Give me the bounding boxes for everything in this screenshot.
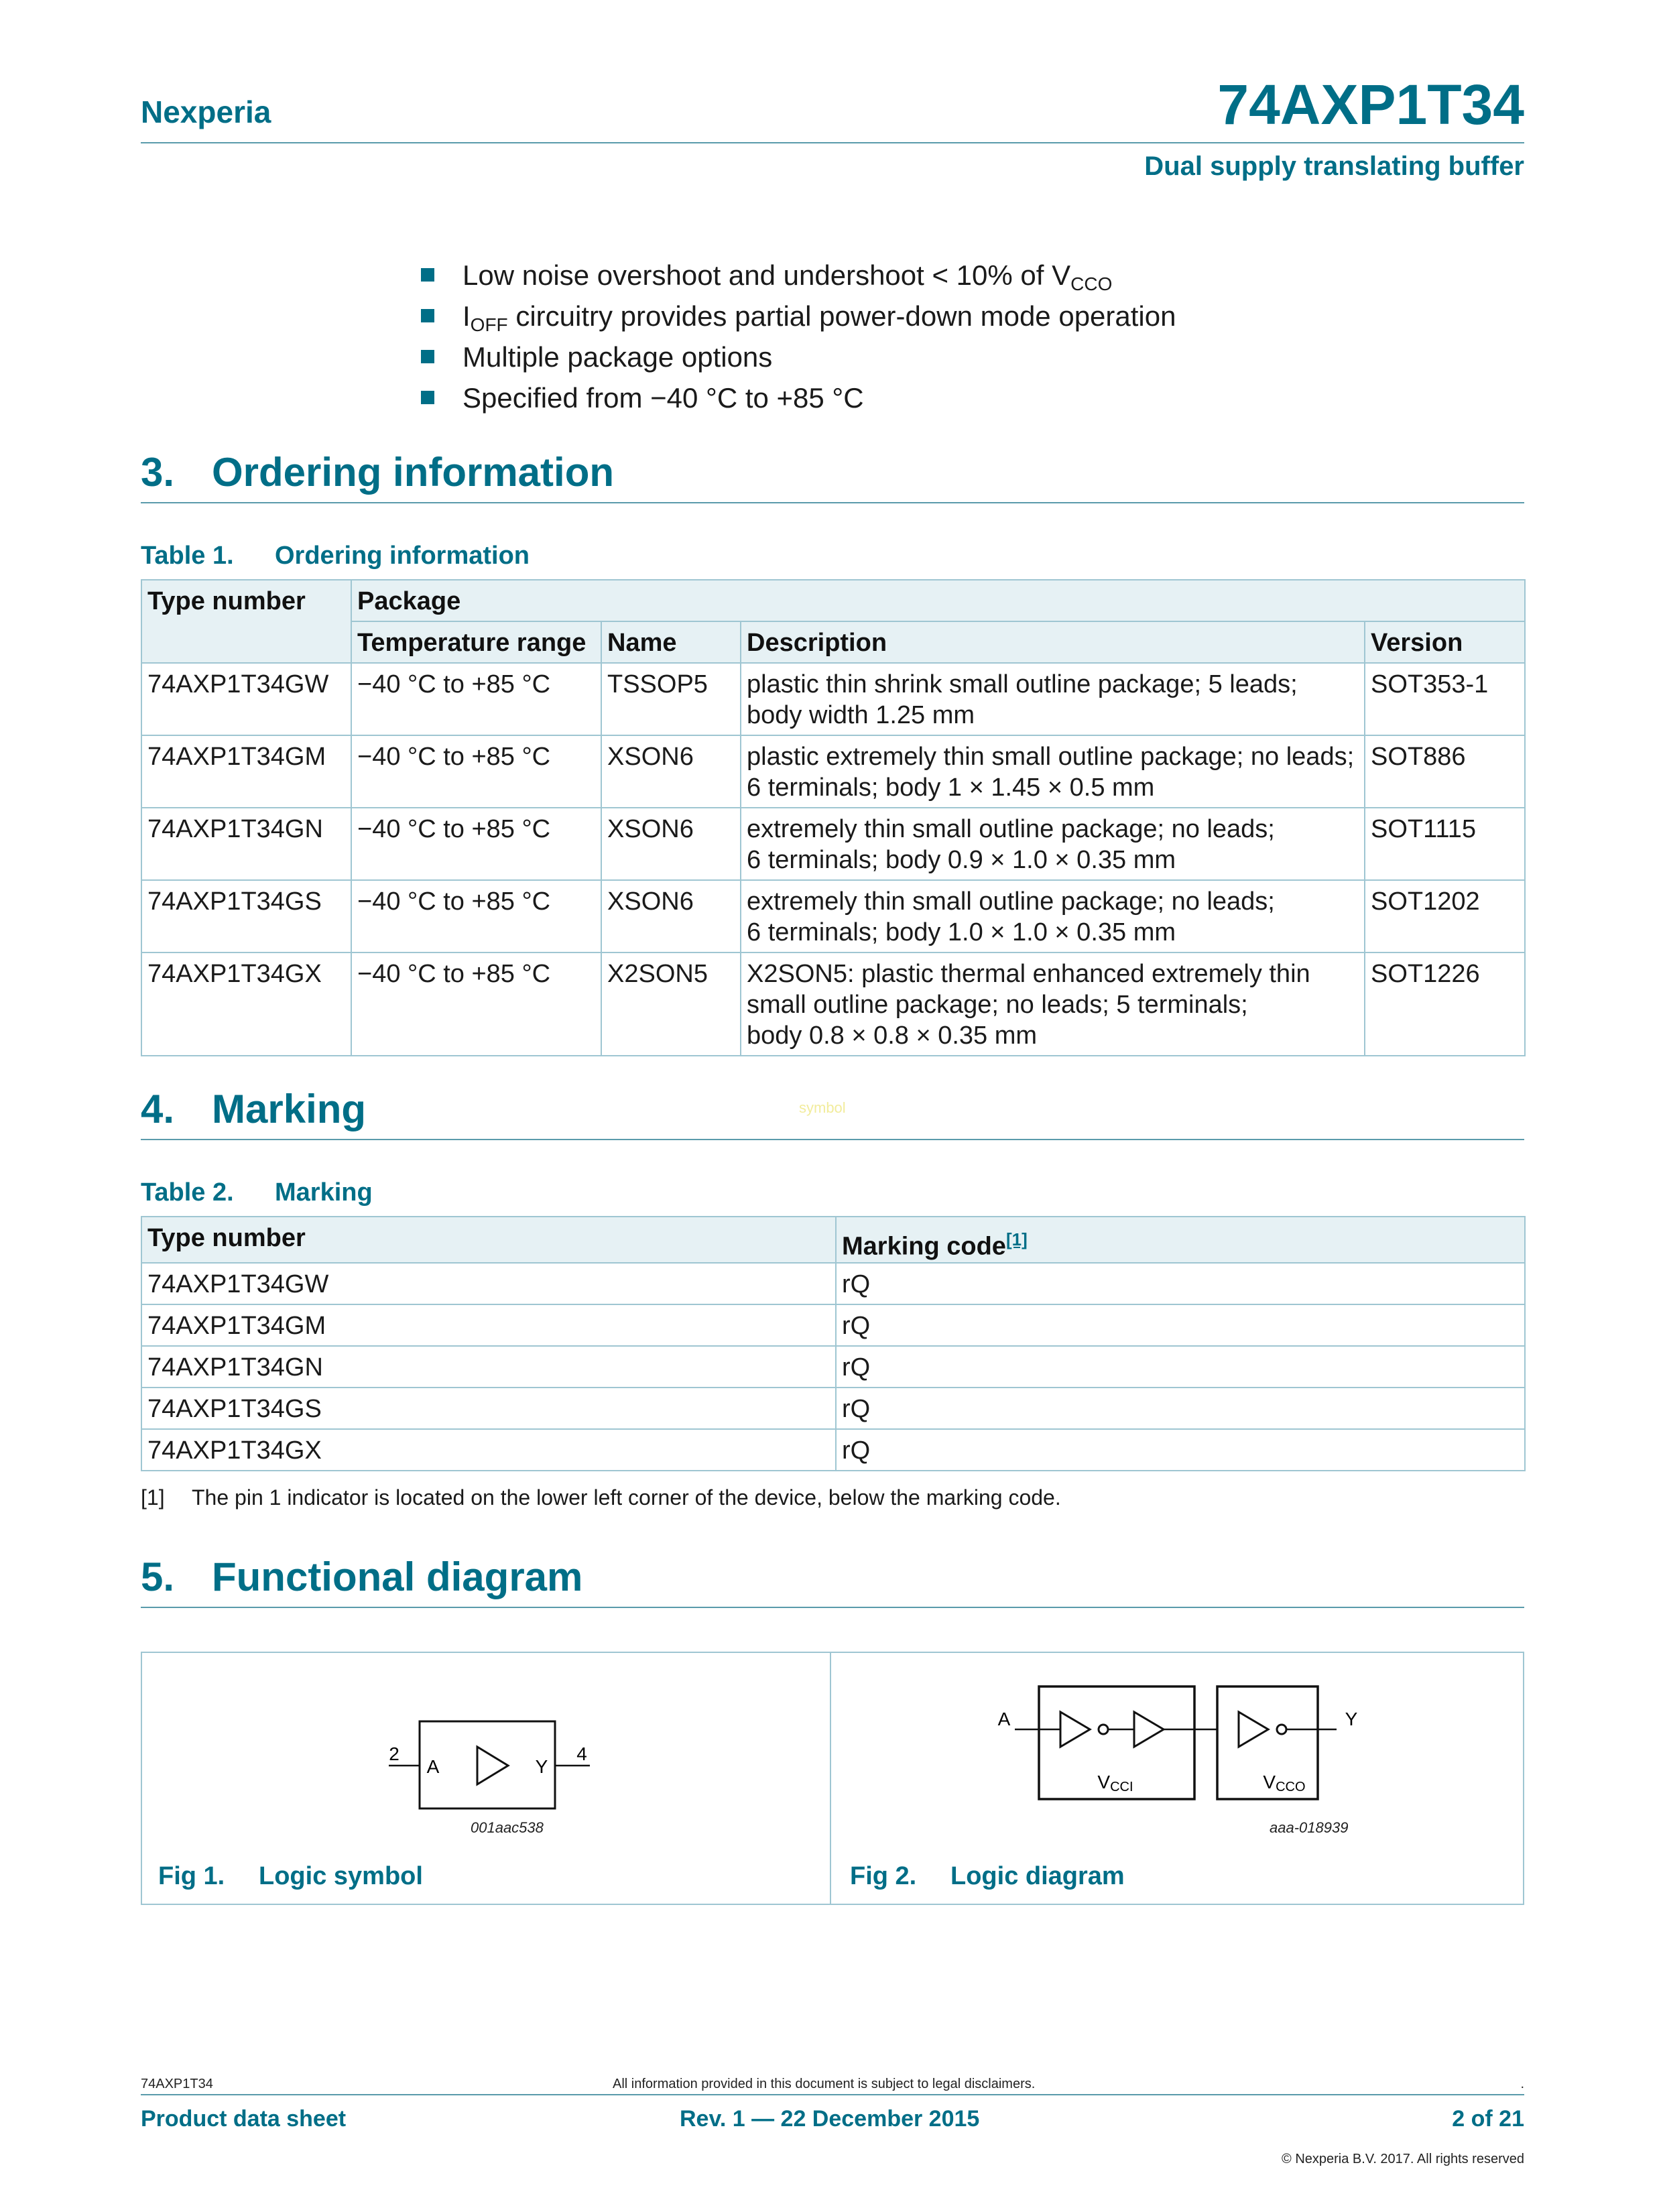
table-row: 74AXP1T34GN −40 °C to +85 °C XSON6 extremely thin small outline package; no leads; 6 terminals; body 0.9 × 1.0 × 0.35 mm SOT1115 bbox=[141, 808, 1525, 880]
vcci-label: VCCI bbox=[1097, 1772, 1133, 1794]
table-row: 74AXP1T34GS −40 °C to +85 °C XSON6 extremely thin small outline package; no leads; 6 terminals; body 1.0 × 1.0 × 0.35 mm SOT1202 bbox=[141, 880, 1525, 953]
brand-name: Nexperia bbox=[141, 95, 271, 129]
figure-divider bbox=[830, 1652, 831, 1905]
section-heading-marking: 4. Marking bbox=[141, 1086, 1524, 1140]
feature-list bbox=[420, 255, 1176, 418]
fig2-caption: Fig 2. Logic diagram bbox=[850, 1862, 1125, 1890]
fig1-caption: Fig 1. Logic symbol bbox=[158, 1862, 423, 1890]
header-temperature-range: Temperature range bbox=[351, 621, 601, 663]
footer-disclaimer: All information provided in this document is subject to legal disclaimers. bbox=[613, 2077, 1036, 2091]
document-subtitle: Dual supply translating buffer bbox=[1144, 151, 1524, 181]
feature-item: Low noise overshoot and undershoot < 10% of $V_{CCO}$ bbox=[420, 255, 1176, 296]
logic-symbol-diagram bbox=[375, 1709, 603, 1817]
feature-item: $I_{OFF}$ circuitry provides partial power-down mode operation bbox=[420, 296, 1176, 336]
table-row: 74AXP1T34GW −40 °C to +85 °C TSSOP5 plastic thin shrink small outline package; 5 leads; body width 1.25 mm SOT353-1 bbox=[141, 663, 1525, 735]
logic-diagram bbox=[988, 1678, 1370, 1812]
header-type-number: Type number bbox=[141, 1217, 836, 1263]
footer-doc-type: Product data sheet bbox=[141, 2106, 347, 2132]
header-description: Description bbox=[741, 621, 1365, 663]
table-row: 74AXP1T34GW rQ bbox=[141, 1263, 1525, 1304]
table1-caption: Table 1. Ordering information bbox=[141, 542, 530, 570]
pin-out-number: 4 bbox=[576, 1743, 587, 1764]
inverter-bubble-1 bbox=[1099, 1725, 1108, 1734]
table-row: 74AXP1T34GS rQ bbox=[141, 1388, 1525, 1429]
table-row: 74AXP1T34GX rQ bbox=[141, 1429, 1525, 1471]
header-divider bbox=[141, 142, 1524, 143]
ordering-table bbox=[141, 579, 1526, 1056]
table-row: 74AXP1T34GM rQ bbox=[141, 1304, 1525, 1346]
inverter-1-icon bbox=[1060, 1712, 1090, 1747]
diagram-input-label: A bbox=[997, 1709, 1011, 1729]
table-footnote: [1] The pin 1 indicator is located on the lower left corner of the device, below the marking code. bbox=[141, 1485, 1061, 1510]
feature-item: Specified from −40 °C to +85 °C bbox=[420, 377, 1176, 418]
vcco-label: VCCO bbox=[1263, 1772, 1306, 1794]
header-marking-code: Marking code[1] bbox=[836, 1217, 1525, 1263]
footnote-link[interactable]: [1] bbox=[1005, 1229, 1028, 1249]
inverter-3-icon bbox=[1239, 1712, 1268, 1747]
marking-table bbox=[141, 1216, 1526, 1471]
feature-item: Multiple package options bbox=[420, 336, 1176, 377]
footer-page-number: 2 of 21 bbox=[1452, 2106, 1524, 2132]
table2-caption: Table 2. Marking bbox=[141, 1178, 373, 1207]
footer-dot: . bbox=[1520, 2077, 1524, 2091]
footer-copyright: © Nexperia B.V. 2017. All rights reserved bbox=[1282, 2152, 1524, 2166]
section-heading-ordering: 3. Ordering information bbox=[141, 449, 1524, 503]
buffer-icon bbox=[477, 1747, 508, 1784]
pin-in-label: A bbox=[426, 1756, 440, 1777]
watermark-text: symbol bbox=[799, 1099, 846, 1116]
pin-out-label: Y bbox=[535, 1756, 548, 1777]
pin-in-number: 2 bbox=[389, 1743, 399, 1764]
fig2-code: aaa-018939 bbox=[1270, 1819, 1349, 1836]
document-id: 74AXP1T34 bbox=[1217, 73, 1524, 136]
table-row: 74AXP1T34GM −40 °C to +85 °C XSON6 plastic extremely thin small outline package; no leads; 6 terminals; body 1 × 1.45 × 0.5 mm SOT886 bbox=[141, 735, 1525, 808]
footer-revision: Rev. 1 — 22 December 2015 bbox=[680, 2106, 980, 2132]
header-name: Name bbox=[601, 621, 741, 663]
table-row: 74AXP1T34GN rQ bbox=[141, 1346, 1525, 1388]
header-package: Package bbox=[351, 580, 1525, 621]
diagram-output-label: Y bbox=[1345, 1709, 1358, 1729]
footer-divider bbox=[141, 2094, 1524, 2095]
fig1-code: 001aac538 bbox=[471, 1819, 544, 1836]
inverter-bubble-3 bbox=[1277, 1725, 1286, 1734]
table-row: 74AXP1T34GX −40 °C to +85 °C X2SON5 X2SON5: plastic thermal enhanced extremely thin small outline package; no leads; 5 terminals; body 0.8 × 0.8 × 0.35 mm SOT1226 bbox=[141, 953, 1525, 1056]
buffer-2-icon bbox=[1134, 1712, 1164, 1747]
footer-doc-id: 74AXP1T34 bbox=[141, 2077, 213, 2091]
header-type-number: Type number bbox=[141, 580, 351, 663]
header-version: Version bbox=[1365, 621, 1525, 663]
section-heading-functional: 5. Functional diagram bbox=[141, 1554, 1524, 1608]
